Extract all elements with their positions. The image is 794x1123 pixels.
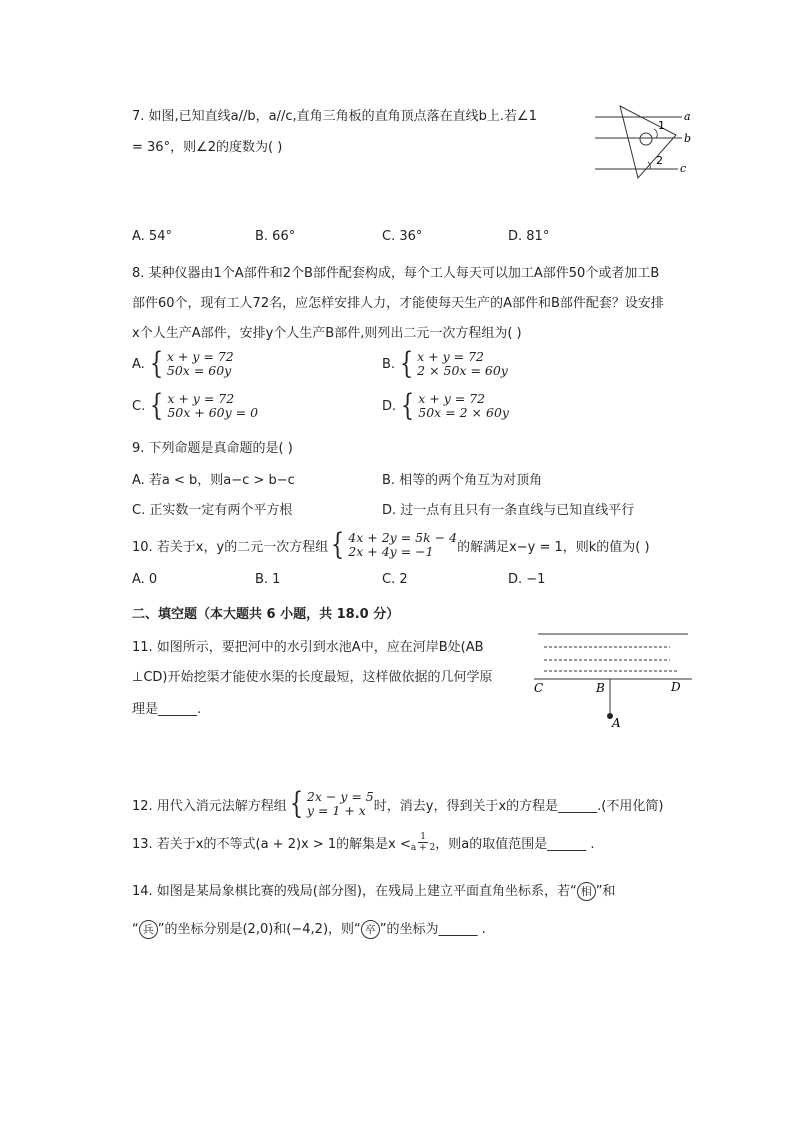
angle1-arc [654,129,657,138]
q11-figure [530,626,696,730]
q11-stem-line1: 11. 如图所示，要把河中的水引到水池A中，应在河岸B处(AB [132,640,484,655]
option-label: A. [132,356,145,372]
q9-option-c: C. 正实数一定有两个平方根 [132,503,293,518]
eq2: 50x = 60y [166,363,232,378]
q10-option-c: C. 2 [382,572,408,587]
eq2: 50x = 2 × 60y [418,405,509,420]
q14-stem-line2 [132,918,486,939]
q8-option-c: C. { x + y = 72 50x + 60y = 0 [132,388,259,423]
q7-option-a: A. 54° [132,229,172,244]
q10-stem-pre: 10. 若关于x，y的二元一次方程组 [132,539,329,555]
q12-eq2: y = 1 + x [306,803,366,818]
q10-eq2: 2x + 4y = −1 [348,544,434,559]
q14-line2-c: ”的坐标为______ . [379,922,486,937]
q9-option-b: B. 相等的两个角互为对顶角 [382,473,543,488]
label-a: A [612,716,621,730]
q7-stem-line2: = 36°，则∠2的度数为( ) [132,140,283,155]
label-d: D [671,680,681,694]
label-a: a [684,110,691,123]
q8-option-d: D. { x + y = 72 50x = 2 × 60y [382,388,509,423]
q12-stem-pre: 12. 用代入消元法解方程组 [132,798,287,814]
q12-eq1: 2x − y = 5 [306,789,374,804]
q7-option-c: C. 36° [382,229,423,244]
q12-stem: 12. 用代入消元法解方程组 { 2x − y = 5 y = 1 + x 时，消去y，得到关于x的方程是______.(不用化简) [132,786,664,821]
q9-stem: 9. 下列命题是真命题的是( ) [132,441,293,456]
q10-option-b: B. 1 [255,572,281,587]
q9-option-a: A. 若a < b，则a−c > b−c [132,473,295,488]
label-c: c [680,162,687,175]
eq2: 2 × 50x = 60y [417,363,508,378]
q8-option-b: B. { x + y = 72 2 × 50x = 60y [382,346,508,381]
q8-option-a: A. { x + y = 72 50x = 60y [132,346,234,381]
option-label: B. [382,356,396,372]
ruler-hole [640,133,652,145]
q13-frac-den: a + 2 [410,843,436,853]
eq1: x + y = 72 [167,391,235,406]
q14-line2-b: ”的坐标分别是(2,0)和(−4,2)，则“ [157,922,361,937]
eq1: x + y = 72 [418,391,486,406]
q8-stem-line1: 8. 某种仪器由1个A部件和2个B部件配套构成，每个工人每天可以加工A部件50个或者加工B [132,266,660,281]
q10-option-d: D. −1 [508,572,546,587]
q13-stem [132,832,594,853]
q10-stem-post: 的解满足x−y = 1，则k的值为( ) [457,539,650,555]
q13-stem-post: ，则a的取值范围是______ . [435,837,595,852]
q11-stem-line3: 理是______. [132,702,202,717]
label-b: B [596,681,605,695]
option-label: C. [132,398,146,414]
q14-stem-line1 [132,880,615,901]
q7-option-b: B. 66° [255,229,296,244]
q7-figure [590,100,700,180]
chess-piece-xiang: 相 [577,882,596,901]
eq1: x + y = 72 [417,349,485,364]
q7-stem-line1: 7. 如图,已知直线a//b，a//c,直角三角板的直角顶点落在直线b上.若∠1 [132,109,537,124]
q7-option-d: D. 81° [508,229,550,244]
q10-stem: 10. 若关于x，y的二元一次方程组 { 4x + 2y = 5k − 4 2x + 4y = −1 的解满足x−y = 1，则k的值为( ) [132,527,650,562]
q14-line2-a: “ [132,922,139,937]
label-2: 2 [656,154,663,167]
label-c: C [534,681,544,695]
chess-piece-bing: 兵 [139,920,158,939]
eq2: 50x + 60y = 0 [167,405,259,420]
label-b: b [684,132,692,145]
option-label: D. [382,398,397,414]
q13-fraction [411,832,435,853]
q12-stem-post: 时，消去y，得到关于x的方程是______.(不用化简) [373,798,664,814]
label-1: 1 [658,119,665,132]
q10-eq1: 4x + 2y = 5k − 4 [348,530,458,545]
section-2-heading: 二、填空题（本大题共 6 小题，共 18.0 分） [132,607,400,622]
q8-stem-line3: x个人生产A部件，安排y个人生产B部件,则列出二元一次方程组为( ) [132,326,522,341]
chess-piece-zu: 卒 [361,920,380,939]
eq1: x + y = 72 [166,349,234,364]
q10-option-a: A. 0 [132,572,158,587]
q11-stem-line2: ⊥CD)开始挖渠才能使水渠的长度最短，这样做依据的几何学原 [132,670,493,685]
q13-stem-pre: 13. 若关于x的不等式(a + 2)x > 1的解集是x < [132,837,411,852]
q14-line1-post: ”和 [595,884,616,899]
q13-frac-num: 1 [420,832,426,842]
q9-option-d: D. 过一点有且只有一条直线与已知直线平行 [382,503,635,518]
q8-stem-line2: 部件60个，现有工人72名，应怎样安排人力，才能使每天生产的A部件和B部件配套？设安排 [132,296,664,311]
q14-line1-pre: 14. 如图是某局象棋比赛的残局(部分图)，在残局上建立平面直角坐标系，若“ [132,884,577,899]
